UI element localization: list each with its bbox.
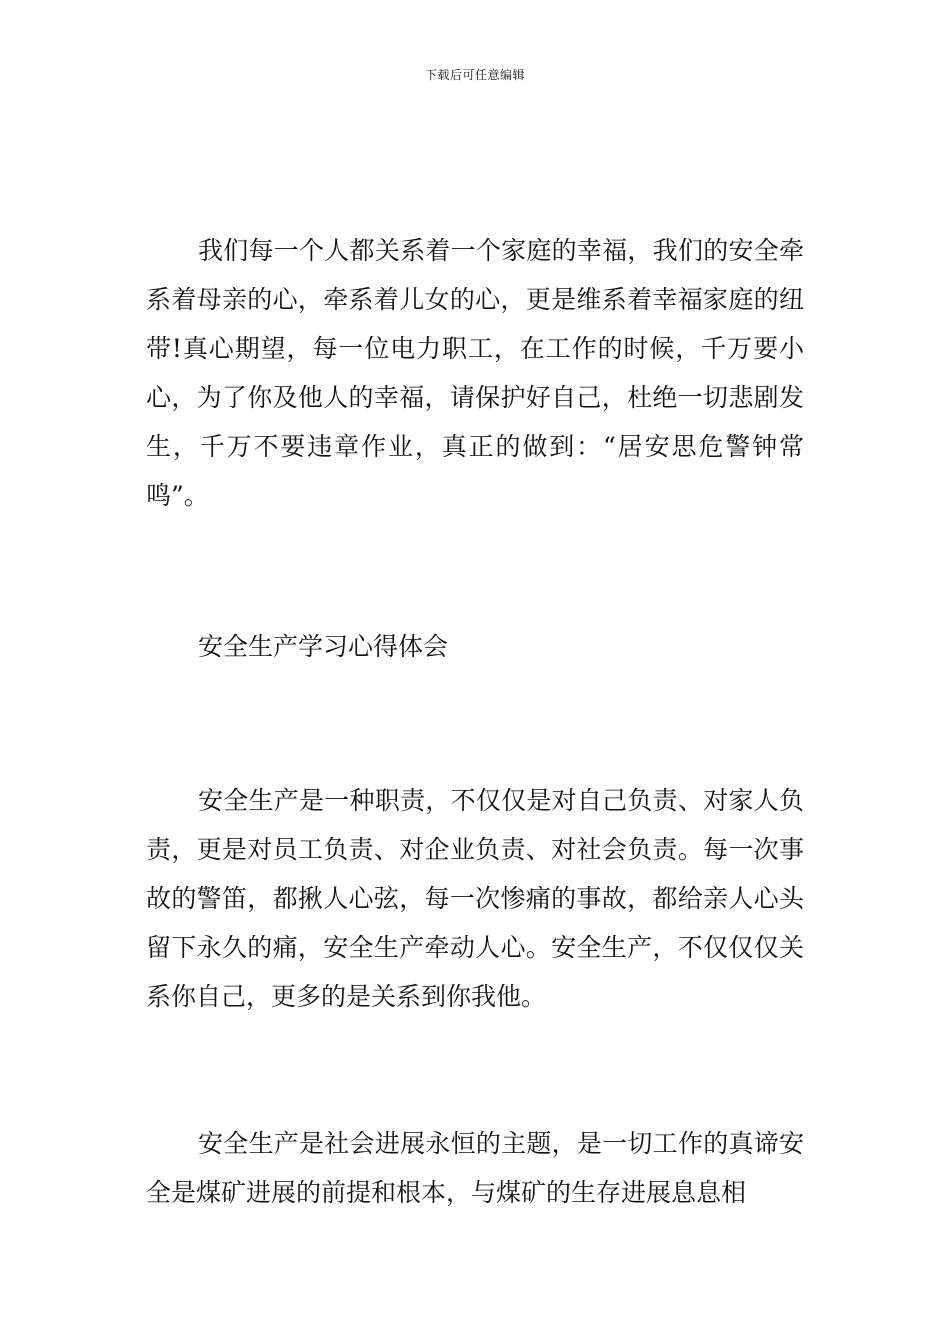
paragraph-responsibility: 安全生产是一种职责，不仅仅是对自己负责、对家人负责，更是对员工负责、对企业负责、对社会负责。每一次事故的警笛，都揪人心弦，每一次惨痛的事故，都给亲人心头留下永久的痛，安全生产牵动人心。安全生产，不仅仅仅关系你自己，更多的是关系到你我他。 <box>146 786 804 1011</box>
paragraph-social-progress: 安全生产是社会进展永恒的主题，是一切工作的真谛安全是煤矿进展的前提和根本，与煤矿的生存进展息息相 <box>146 1129 804 1207</box>
section-heading: 安全生产学习心得体会 <box>198 632 449 661</box>
page-header-note: 下载后可任意编辑 <box>424 68 525 82</box>
document-body <box>146 226 804 1207</box>
paragraph-family-safety: 我们每一个人都关系着一个家庭的幸福，我们的安全牵系着母亲的心，牵系着儿女的心，更是维系着幸福家庭的纽带!真心期望，每一位电力职工，在工作的时候，千万要小心，为了你及他人的幸福，请保护好自己，杜绝一切悲剧发生，千万不要违章作业，真正的做到：“居安思危警钟常鸣”。 <box>146 236 804 510</box>
